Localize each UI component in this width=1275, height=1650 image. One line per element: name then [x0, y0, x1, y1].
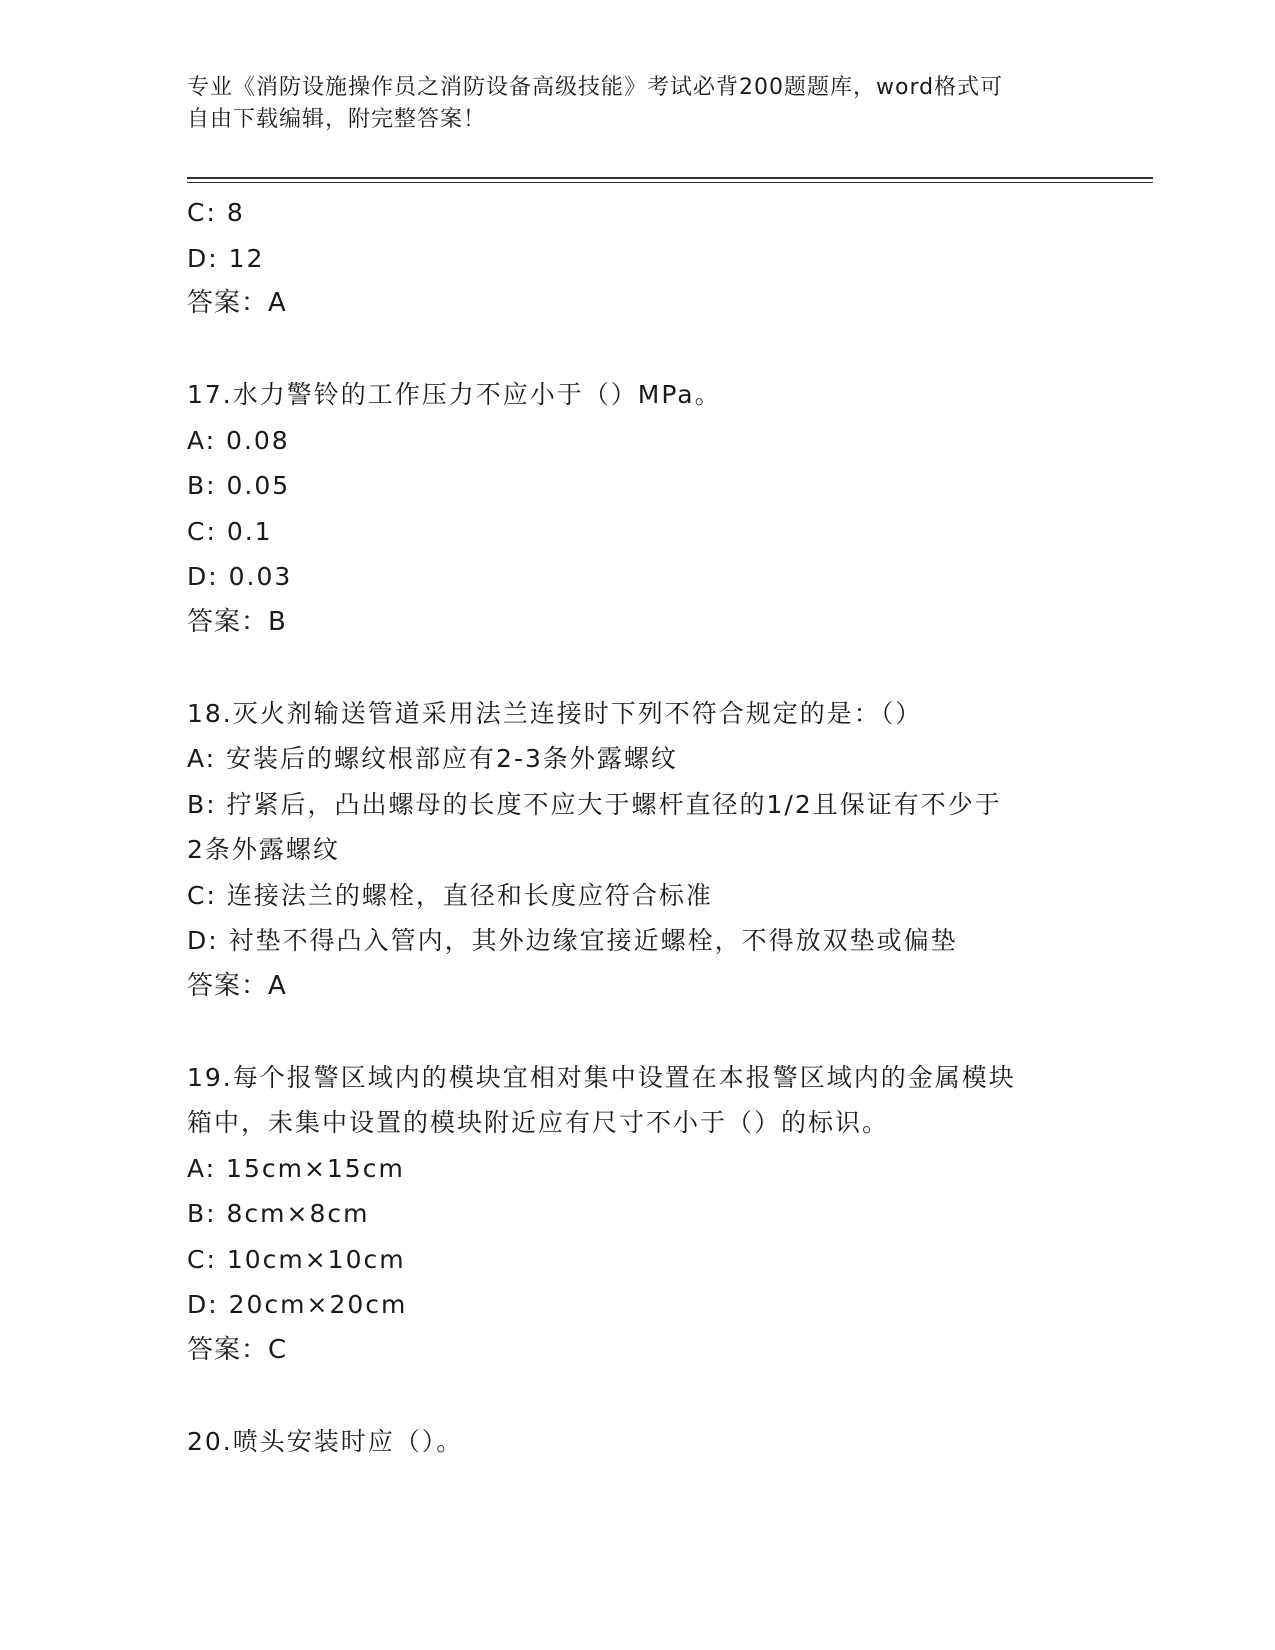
answer-line: 答案：B	[187, 606, 287, 637]
option-d: D: 衬垫不得凸入管内，其外边缘宜接近螺栓，不得放双垫或偏垫	[187, 926, 958, 955]
option-a: A: 0.08	[187, 425, 290, 455]
question-16-tail	[187, 190, 1087, 327]
header-title-line-1: 专业《消防设施操作员之消防设备高级技能》考试必背200题题库，word格式可	[187, 75, 1004, 100]
question-17	[187, 372, 1087, 645]
option-a: A: 15cm×15cm	[187, 1153, 405, 1183]
spacer	[187, 1009, 1087, 1055]
option-a: A: 安装后的螺纹根部应有2-3条外露螺纹	[187, 744, 678, 773]
option-c: C: 连接法兰的螺栓，直径和长度应符合标准	[187, 880, 713, 910]
question-19	[187, 1055, 1087, 1374]
question-18	[187, 691, 1087, 1010]
option-b: B: 8cm×8cm	[187, 1199, 370, 1228]
question-stem: 20.喷头安装时应（）。	[187, 1426, 464, 1456]
option-b-line-1: B: 拧紧后，凸出螺母的长度不应大于螺杆直径的1/2且保证有不少于	[187, 789, 1002, 819]
option-d: D: 12	[187, 243, 265, 273]
answer-line: 答案：A	[187, 970, 287, 1001]
option-b-line-2: 2条外露螺纹	[187, 835, 340, 864]
spacer	[187, 645, 1087, 691]
question-stem-line-2: 箱中，未集中设置的模块附近应有尺寸不小于（）的标识。	[187, 1108, 890, 1137]
option-d: D: 20cm×20cm	[187, 1290, 408, 1319]
question-list	[187, 190, 1087, 1464]
answer-line: 答案：C	[187, 1334, 288, 1365]
header-divider-thick	[187, 177, 1153, 179]
question-20	[187, 1419, 1087, 1465]
option-b: B: 0.05	[187, 471, 291, 500]
header-divider-thin	[187, 182, 1153, 183]
question-stem: 17.水力警铃的工作压力不应小于（）MPa。	[187, 380, 722, 409]
spacer	[187, 1373, 1087, 1419]
option-c: C: 0.1	[187, 516, 273, 546]
option-c: C: 8	[187, 198, 245, 227]
answer-line: 答案：A	[187, 288, 287, 318]
spacer	[187, 327, 1087, 373]
header-title-line-2: 自由下载编辑，附完整答案！	[187, 107, 487, 132]
document-header	[187, 72, 1067, 136]
question-stem-line-1: 19.每个报警区域内的模块宜相对集中设置在本报警区域内的金属模块	[187, 1062, 1016, 1092]
question-stem: 18.灭火剂输送管道采用法兰连接时下列不符合规定的是：（）	[187, 698, 923, 728]
option-c: C: 10cm×10cm	[187, 1244, 406, 1274]
option-d: D: 0.03	[187, 562, 293, 591]
